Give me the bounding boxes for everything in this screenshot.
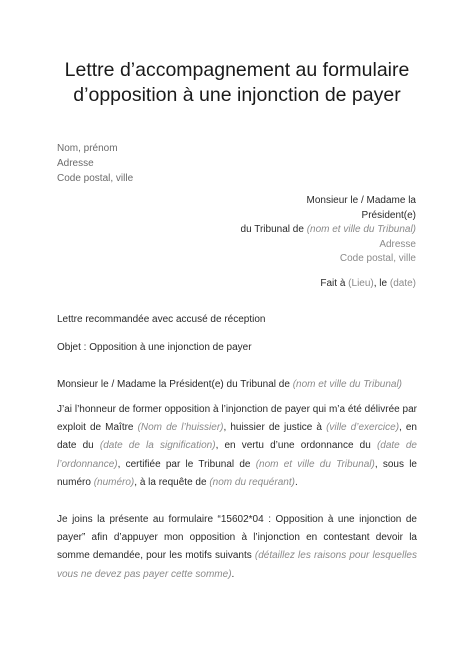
recipient-block bbox=[116, 194, 416, 291]
fait-lieu: (Lieu) bbox=[348, 277, 374, 289]
greeting-line bbox=[57, 378, 402, 392]
p2-text-2: . bbox=[231, 568, 235, 580]
sender-block bbox=[57, 141, 133, 186]
sender-address: Adresse bbox=[57, 158, 94, 169]
paragraph-opposition bbox=[57, 401, 417, 492]
recipient-salutation: Monsieur le / Madame la bbox=[306, 195, 416, 206]
p1-text-1: J’ai l’honneur de former opposition à l’injonction de payer qui m’a été délivrée par exploit de Maître bbox=[57, 404, 417, 434]
p1-text-3: , en date du bbox=[57, 422, 417, 452]
p1-text-8: . bbox=[294, 476, 298, 488]
p2-text-1: Je joins la présente au formulaire “15602*04 : Opposition à une injonction de payer” afin d’appuyer mon opposition à l’injonction en contestant devoir la somme demandée, pour les motifs suivants bbox=[57, 514, 417, 562]
p1-text-4: , en vertu d’une ordonnance du bbox=[215, 440, 377, 452]
p1-placeholder-date-signification: (date de la signification) bbox=[99, 440, 216, 452]
p1-placeholder-requerant: (nom du requérant) bbox=[209, 476, 295, 488]
recipient-tribunal-placeholder: (nom et ville du Tribunal) bbox=[306, 224, 416, 235]
p1-text-7: , à la requête de bbox=[134, 476, 210, 488]
greeting-placeholder: (nom et ville du Tribunal) bbox=[292, 379, 402, 390]
title-line-2: d’opposition à une injonction de payer bbox=[73, 84, 401, 106]
fait-sep: , le bbox=[373, 277, 390, 289]
letter-mode: Lettre recommandée avec accusé de réception bbox=[57, 314, 266, 325]
recipient-role: Président(e) bbox=[361, 209, 416, 221]
place-date-line bbox=[116, 277, 416, 292]
p1-text-6: , sous le numéro bbox=[57, 458, 417, 488]
letter-subject: Objet : Opposition à une injonction de payer bbox=[57, 342, 252, 353]
p1-text-5: , certifiée par le Tribunal de bbox=[117, 458, 256, 470]
p1-placeholder-huissier: (Nom de l’huissier) bbox=[137, 422, 224, 434]
document-title bbox=[30, 58, 444, 108]
sender-postal: Code postal, ville bbox=[57, 173, 134, 184]
p1-text-2: , huissier de justice à bbox=[223, 422, 327, 434]
fait-date: (date) bbox=[389, 277, 416, 289]
p2-placeholder-motifs: (détaillez les raisons pour lesquelles vous ne devez pas payer cette somme) bbox=[57, 550, 417, 580]
p1-placeholder-ville: (ville d’exercice) bbox=[326, 422, 400, 434]
recipient-tribunal-prefix: du Tribunal de bbox=[240, 224, 307, 235]
title-line-1: Lettre d’accompagnement au formulaire bbox=[64, 59, 410, 81]
p1-placeholder-date-ordonnance: (date de l’ordonnance) bbox=[57, 440, 417, 470]
recipient-address: Adresse bbox=[379, 238, 416, 250]
p1-placeholder-tribunal: (nom et ville du Tribunal) bbox=[255, 458, 375, 470]
paragraph-motifs bbox=[57, 511, 417, 584]
p1-placeholder-numero: (numéro) bbox=[93, 476, 135, 488]
sender-name: Nom, prénom bbox=[57, 143, 118, 154]
greeting-text: Monsieur le / Madame la Président(e) du Tribunal de bbox=[57, 379, 293, 390]
fait-prefix: Fait à bbox=[320, 277, 349, 289]
recipient-tribunal bbox=[116, 223, 416, 238]
recipient-postal: Code postal, ville bbox=[339, 253, 416, 264]
